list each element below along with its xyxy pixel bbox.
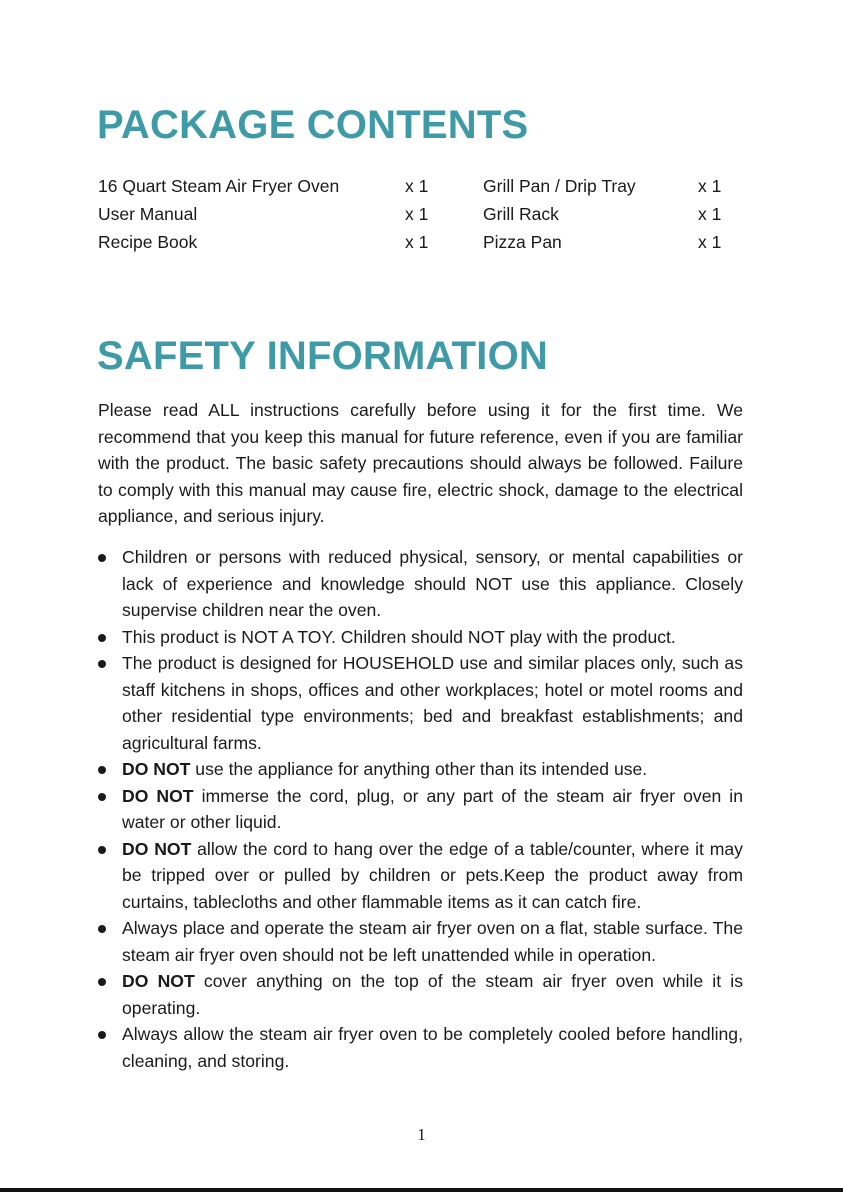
bullet-text: cover anything on the top of the steam air fryer oven while it is operating. bbox=[122, 971, 743, 1018]
bullet-dot-icon bbox=[98, 925, 106, 933]
item-name: Grill Pan / Drip Tray bbox=[483, 176, 636, 196]
item-quantity: x 1 bbox=[405, 232, 429, 252]
safety-bullet bbox=[98, 968, 743, 1021]
bottom-edge-rule bbox=[0, 1188, 843, 1192]
item-name: User Manual bbox=[98, 204, 198, 224]
item-name: Recipe Book bbox=[98, 232, 198, 252]
safety-bullet bbox=[98, 915, 743, 968]
bullet-lead: DO NOT bbox=[122, 759, 191, 779]
bullet-dot-icon bbox=[98, 554, 106, 562]
contents-row bbox=[98, 200, 738, 228]
bullet-lead: DO NOT bbox=[122, 838, 192, 859]
bullet-dot-icon bbox=[98, 846, 106, 854]
safety-intro-paragraph: Please read ALL instructions carefully before using it for the first time. We recommend that you keep this manual for future reference, even if you are familiar with the product. The basic safety precautions should always be followed. Failure to comply with this manual may cause fire, electric shock, damage to the electrical appliance, and serious injury. bbox=[98, 400, 743, 526]
package-contents-list bbox=[98, 172, 738, 256]
contents-row bbox=[98, 172, 738, 200]
safety-bullet-list bbox=[98, 544, 743, 1074]
item-name: Pizza Pan bbox=[483, 232, 562, 252]
item-quantity: x 1 bbox=[698, 232, 722, 252]
safety-bullet bbox=[98, 544, 743, 624]
bullet-text: Always place and operate the steam air fryer oven on a flat, stable surface. The steam air fryer oven should not be left unattended while in operation. bbox=[122, 918, 743, 965]
item-name: 16 Quart Steam Air Fryer Oven bbox=[98, 176, 340, 196]
bullet-text: The product is designed for HOUSEHOLD use and similar places only, such as staff kitchens in shops, offices and other workplaces; hotel or motel rooms and other residential type environments; bed and breakfast establishments; and agricultural farms. bbox=[122, 653, 743, 753]
safety-bullet bbox=[98, 836, 743, 916]
bullet-text: allow the cord to hang over the edge of a table/counter, where it may be tripped over or pulled by children or pets.Keep the product away from curtains, tablecloths and other flammable items as it can catch fire. bbox=[122, 838, 743, 912]
bullet-text: Children or persons with reduced physical, sensory, or mental capabilities or lack of experience and knowledge should NOT use this appliance. Closely supervise children near the oven. bbox=[122, 547, 743, 620]
safety-bullet bbox=[98, 1021, 743, 1074]
bullet-text: This product is NOT A TOY. Children should NOT play with the product. bbox=[122, 626, 676, 647]
bullet-dot-icon bbox=[98, 978, 106, 986]
page-number: 1 bbox=[417, 1125, 426, 1144]
safety-bullet bbox=[98, 624, 743, 651]
item-quantity: x 1 bbox=[405, 176, 429, 196]
package-contents-heading: PACKAGE CONTENTS bbox=[97, 103, 529, 147]
bullet-dot-icon bbox=[98, 634, 106, 642]
safety-bullet bbox=[98, 650, 743, 756]
item-name: Grill Rack bbox=[483, 204, 559, 224]
bullet-dot-icon bbox=[98, 766, 106, 774]
bullet-text: Always allow the steam air fryer oven to be completely cooled before handling, cleaning, and storing. bbox=[122, 1024, 743, 1071]
safety-information-heading: SAFETY INFORMATION bbox=[97, 334, 549, 378]
contents-row bbox=[98, 228, 738, 256]
bullet-dot-icon bbox=[98, 660, 106, 668]
safety-bullet bbox=[98, 756, 743, 783]
bullet-text: immerse the cord, plug, or any part of the steam air fryer oven in water or other liquid. bbox=[122, 785, 743, 832]
bullet-dot-icon bbox=[98, 793, 106, 801]
bullet-dot-icon bbox=[98, 1031, 106, 1039]
bullet-lead: DO NOT bbox=[122, 971, 195, 991]
safety-bullet bbox=[98, 783, 743, 836]
item-quantity: x 1 bbox=[405, 204, 429, 224]
bullet-lead: DO NOT bbox=[122, 785, 194, 806]
item-quantity: x 1 bbox=[698, 204, 722, 224]
bullet-text: use the appliance for anything other than its intended use. bbox=[190, 759, 648, 779]
item-quantity: x 1 bbox=[698, 176, 722, 196]
